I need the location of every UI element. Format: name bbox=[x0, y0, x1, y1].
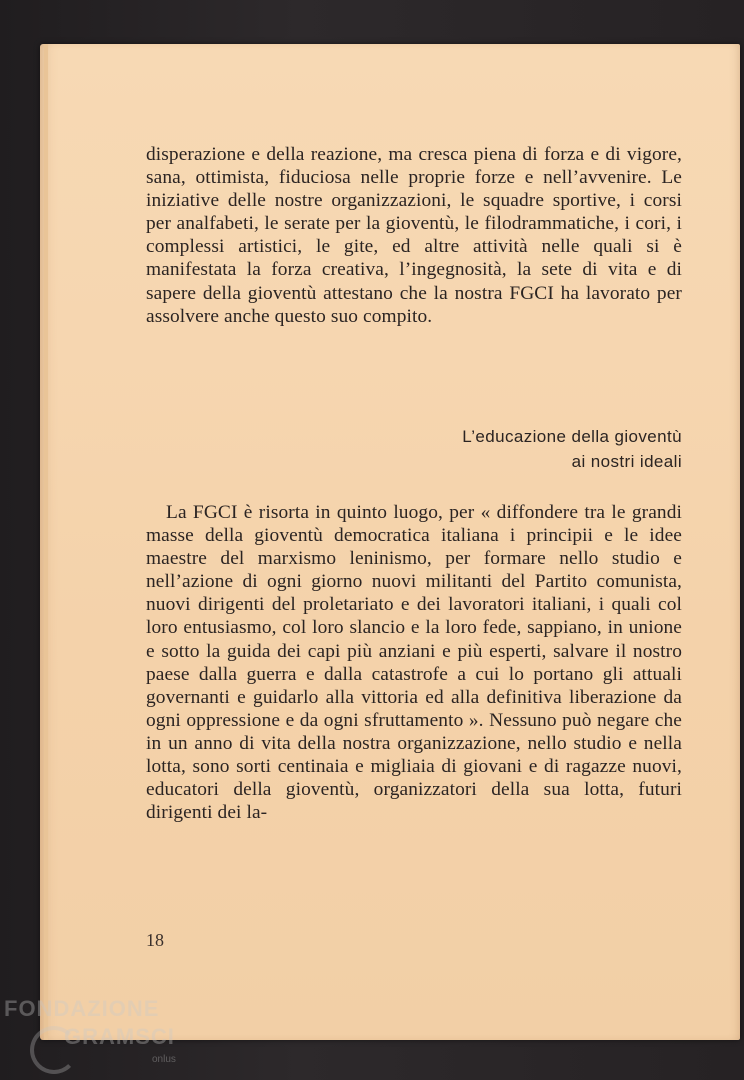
page-number: 18 bbox=[146, 930, 164, 950]
section-heading bbox=[380, 424, 682, 474]
paragraph-continuation: disperazione e della reazione, ma cresca piena di forza e di vigore, sana, ottimista, fiduciosa nelle proprie forze e nell’avvenire. Le iniziative delle nostre organizzazioni, le squadre sportive, i corsi per analfabeti, le serate per la gioventù, le filodrammatiche, i cori, i complessi artistici, le gite, ed altre attività nelle quali si è manifestata la forza creativa, l’ingegnosità, la sete di vita e di sapere della gioventù attestano che la nostra FGCI ha lavorato per assolvere anche questo suo compito. bbox=[146, 144, 682, 327]
watermark-line2: GRAMSCI bbox=[64, 1024, 175, 1049]
watermark-logo bbox=[2, 996, 202, 1076]
paragraph-main: La FGCI è risorta in quinto luogo, per « diffondere tra le grandi masse della gioventù democratica italiana i principii e le idee maestre del marxismo leninismo, per formare nello studio e nell’azione di ogni giorno nuovi militanti del Partito comunista, nuovi dirigenti del proletariato e dei lavoratori italiani, i quali col loro entusiasmo, col loro slancio e la loro fede, sappiano, in unione e sotto la guida dei capi più anziani e più esperti, salvare il nostro paese dalla guerra e dalla catastrofe a cui lo portano gli attuali governanti e guidarlo alla vittoria ed alla definitiva liberazione da ogni oppressione e da ogni sfruttamento ». Nessuno può negare che in un anno di vita della nostra organizzazione, nello studio e nella lotta, sono sorti centinaia e migliaia di giovani e di ragazze nuovi, educatori della gioventù, organizzatori della sua lotta, futuri dirigenti dei la- bbox=[146, 502, 682, 824]
section-heading-line1: L’educazione della gioventù bbox=[462, 427, 682, 446]
section-heading-line2: ai nostri ideali bbox=[571, 452, 682, 471]
watermark-line3: onlus bbox=[152, 1054, 176, 1065]
watermark-line1: FONDAZIONE bbox=[4, 996, 160, 1021]
page-edge bbox=[44, 44, 48, 1040]
